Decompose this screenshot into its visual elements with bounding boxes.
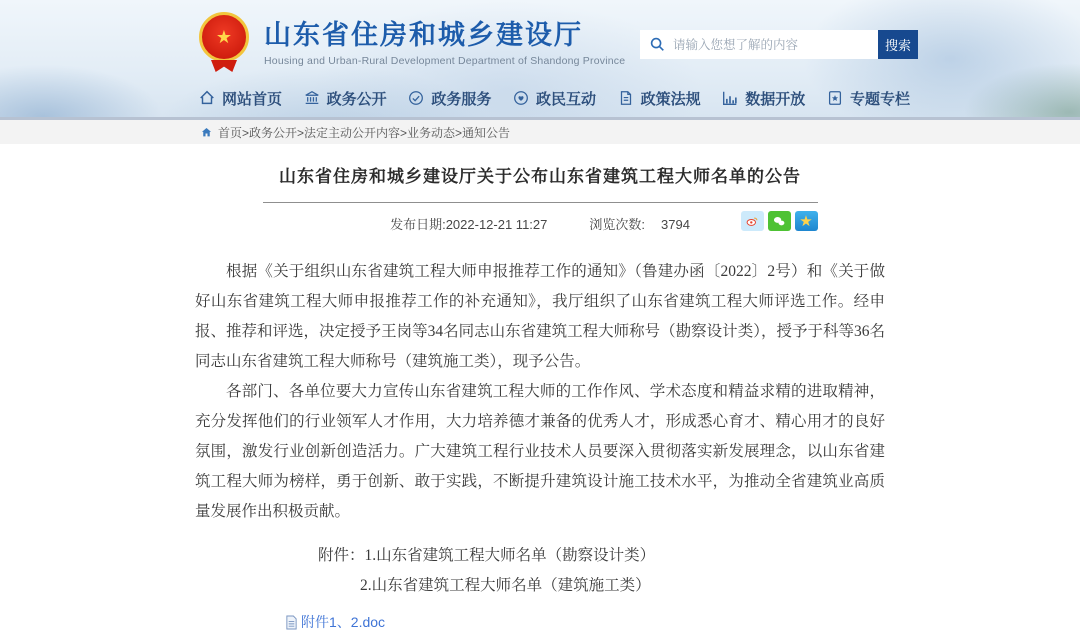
site-title: 山东省住房和城乡建设厅 bbox=[264, 19, 583, 50]
share-buttons bbox=[741, 211, 818, 231]
wechat-share-icon[interactable] bbox=[768, 211, 791, 231]
national-emblem-logo bbox=[198, 12, 250, 74]
attachment-line-2: 2.山东省建筑工程大师名单（建筑施工类） bbox=[360, 577, 651, 594]
nav-item-open-data[interactable] bbox=[721, 88, 805, 109]
nav-item-gov-disclosure[interactable] bbox=[303, 88, 387, 109]
government-building-icon bbox=[303, 89, 321, 107]
nav-item-gov-services[interactable] bbox=[407, 88, 491, 109]
nav-item-label: 网站首页 bbox=[222, 90, 283, 108]
search-input[interactable] bbox=[640, 30, 878, 59]
doc-file-icon bbox=[285, 615, 298, 630]
favorite-share-icon[interactable]: ★ bbox=[795, 211, 818, 231]
nav-item-label: 政务服务 bbox=[431, 90, 492, 108]
weibo-share-icon[interactable] bbox=[741, 211, 764, 231]
emblem-star-icon: ★ bbox=[199, 12, 249, 62]
nav-item-label: 政务公开 bbox=[326, 90, 387, 108]
attachment-link-label: 附件1、2.doc bbox=[301, 614, 386, 630]
nav-item-label: 数据开放 bbox=[745, 90, 806, 108]
nav-item-public-interaction[interactable] bbox=[512, 88, 596, 109]
article-paragraph-1: 根据《关于组织山东省建筑工程大师申报推荐工作的通知》（鲁建办函〔2022〕2号）和《关于做好山东省建筑工程大师申报推荐工作的补充通知》，我厅组织了山东省建筑工程大师评选工作。经申报、推荐和评选，决定授予王岗等34名同志山东省建筑工程大师称号（勘察设计类），授予于科等36名同志山东省建筑工程大师称号（建筑施工类），现予公告。 bbox=[195, 263, 885, 370]
nav-item-label: 政策法规 bbox=[640, 90, 701, 108]
nav-item-label: 政民互动 bbox=[535, 90, 596, 108]
interaction-heart-icon bbox=[512, 89, 530, 107]
breadcrumb bbox=[0, 120, 1080, 144]
site-banner bbox=[0, 0, 1080, 117]
page-title: 山东省住房和城乡建设厅关于公布山东省建筑工程大师名单的公告 bbox=[279, 167, 801, 186]
search-button[interactable]: 搜索 bbox=[878, 30, 918, 59]
data-chart-icon bbox=[721, 89, 739, 107]
article-body bbox=[195, 257, 885, 636]
article-meta bbox=[263, 202, 818, 233]
special-topics-icon bbox=[826, 89, 844, 107]
emblem-ribbon bbox=[211, 60, 237, 72]
home-icon bbox=[198, 89, 216, 107]
main-nav bbox=[198, 82, 910, 114]
breadcrumb-home-icon bbox=[200, 126, 213, 139]
attachment-link[interactable] bbox=[195, 607, 885, 636]
nav-item-special-topics[interactable] bbox=[826, 88, 910, 109]
nav-item-policies[interactable] bbox=[617, 88, 701, 109]
service-check-icon bbox=[407, 89, 425, 107]
views-count: 3794 bbox=[661, 217, 690, 232]
search-icon bbox=[648, 35, 666, 53]
breadcrumb-path[interactable]: 首页>政务公开>法定主动公开内容>业务动态>通知公告 bbox=[218, 125, 511, 140]
site-subtitle: Housing and Urban-Rural Development Department of Shandong Province bbox=[264, 55, 626, 68]
article-paragraph-2: 各部门、各单位要大力宣传山东省建筑工程大师的工作作风、学术态度和精益求精的进取精神，充分发挥他们的行业领军人才作用，大力培养德才兼备的优秀人才，形成悉心育才、精心用才的良好氛围，激发行业创新创造活力。广大建筑工程行业技术人员要深入贯彻落实新发展理念，以山东省建筑工程大师为榜样，勇于创新、敢于实践，不断提升建筑设计施工技术水平，为推动全省建筑业高质量发展作出积极贡献。 bbox=[195, 383, 885, 520]
article bbox=[0, 144, 1080, 636]
views-label: 浏览次数: bbox=[589, 217, 645, 232]
attachment-line-1: 附件：1.山东省建筑工程大师名单（勘察设计类） bbox=[318, 547, 656, 564]
policy-document-icon bbox=[617, 89, 635, 107]
site-identity bbox=[198, 12, 625, 74]
publish-date: 发布日期:2022-12-21 11:27 bbox=[390, 217, 548, 232]
nav-item-label: 专题专栏 bbox=[849, 90, 910, 108]
search-box bbox=[640, 30, 918, 59]
view-count-block bbox=[589, 214, 690, 233]
site-title-block bbox=[264, 19, 625, 67]
attachments-block bbox=[195, 541, 885, 636]
nav-item-home[interactable] bbox=[198, 88, 282, 109]
